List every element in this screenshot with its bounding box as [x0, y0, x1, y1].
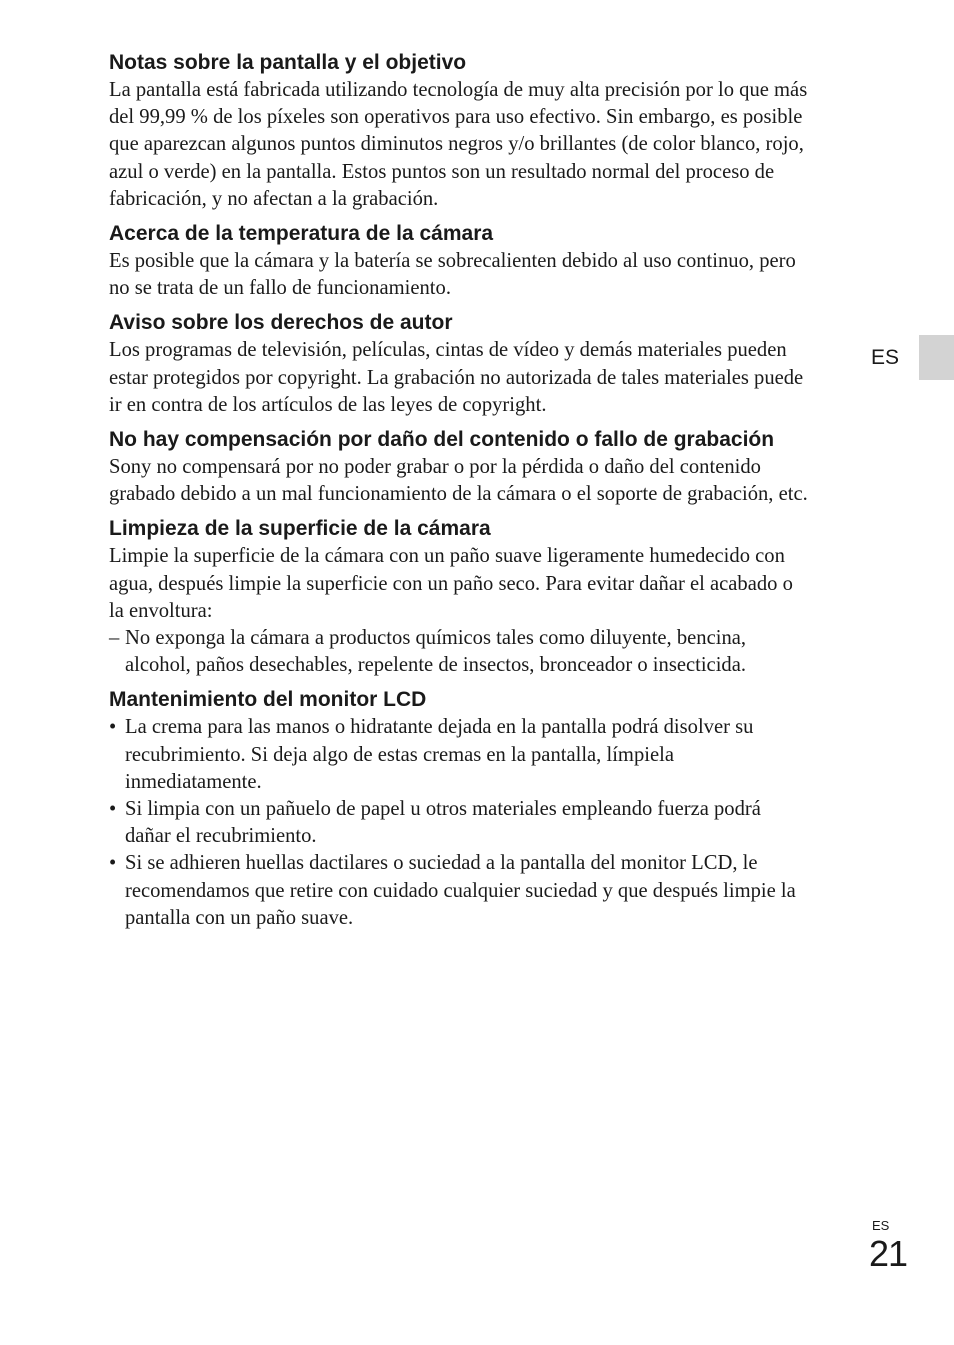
text-line: pantalla con un paño suave.	[125, 906, 354, 929]
section-paragraph	[109, 454, 867, 508]
section-heading: Limpieza de la superficie de la cámara	[109, 517, 491, 541]
section-heading: Mantenimiento del monitor LCD	[109, 688, 427, 712]
text-line: fabricación, y no afectan a la grabación.	[109, 187, 439, 210]
dash-marker: –	[109, 627, 120, 650]
page-language-code: ES	[872, 1218, 890, 1233]
dash-list-item	[109, 625, 867, 679]
text-line: inmediatamente.	[125, 770, 262, 793]
page-content	[109, 49, 867, 932]
section-copyright-notice	[109, 309, 867, 419]
text-line: no se trata de un fallo de funcionamiento.	[109, 277, 451, 300]
text-line: recubrimiento. Si deja algo de estas cremas en la pantalla, límpiela	[125, 743, 674, 766]
text-line: ir en contra de los artículos de las leyes de copyright.	[109, 393, 547, 416]
bullet-marker: •	[109, 798, 117, 821]
text-line: que aparezcan algunos puntos diminutos negros y/o brillantes (de color blanco, rojo,	[109, 133, 804, 156]
section-notes-screen-lens	[109, 49, 867, 213]
text-line: No exponga la cámara a productos químicos tales como diluyente, bencina,	[125, 627, 747, 650]
bullet-list-item	[109, 850, 867, 932]
text-line: La crema para las manos o hidratante dejada en la pantalla podrá disolver su	[125, 716, 754, 739]
text-line: Sony no compensará por no poder grabar o por la pérdida o daño del contenido	[109, 456, 761, 479]
text-line: azul o verde) en la pantalla. Estos puntos son un resultado normal del proceso de	[109, 160, 775, 183]
section-paragraph	[109, 337, 867, 419]
section-heading: Acerca de la temperatura de la cámara	[109, 222, 494, 246]
page-number: 21	[869, 1233, 908, 1274]
section-heading: No hay compensación por daño del contenido o fallo de grabación	[109, 428, 775, 452]
bullet-marker: •	[109, 852, 117, 875]
text-line: del 99,99 % de los píxeles son operativos para uso efectivo. Sin embargo, es posible	[109, 106, 803, 129]
section-paragraph	[109, 77, 867, 213]
text-line: Si limpia con un pañuelo de papel u otros materiales empleando fuerza podrá	[125, 798, 761, 821]
text-line: grabado debido a un mal funcionamiento de la cámara o el soporte de grabación, etc.	[109, 483, 808, 506]
section-paragraph	[109, 543, 867, 625]
section-camera-temperature	[109, 220, 867, 302]
section-lcd-maintenance	[109, 686, 867, 932]
section-heading: Aviso sobre los derechos de autor	[109, 311, 453, 335]
text-line: Limpie la superficie de la cámara con un paño suave ligeramente humedecido con	[109, 545, 785, 568]
text-line: La pantalla está fabricada utilizando tecnología de muy alta precisión por lo que más	[109, 79, 808, 101]
text-line: la envoltura:	[109, 599, 213, 622]
bullet-list-item	[109, 796, 867, 850]
text-line: dañar el recubrimiento.	[125, 825, 317, 848]
section-heading: Notas sobre la pantalla y el objetivo	[109, 51, 467, 74]
text-line: alcohol, paños desechables, repelente de insectos, bronceador o insecticida.	[125, 654, 747, 677]
text-line: Es posible que la cámara y la batería se sobrecalienten debido al uso continuo, pero	[109, 250, 796, 273]
section-cleaning-surface	[109, 515, 867, 679]
bullet-list-item	[109, 714, 867, 796]
bullet-marker: •	[109, 716, 117, 739]
text-line: recomendamos que retire con cuidado cualquier suciedad y que después limpie la	[125, 879, 796, 902]
language-side-tab	[919, 335, 954, 380]
text-line: Si se adhieren huellas dactilares o suciedad a la pantalla del monitor LCD, le	[125, 852, 758, 875]
text-line: agua, después limpie la superficie con un paño seco. Para evitar dañar el acabado o	[109, 572, 793, 595]
section-no-compensation	[109, 426, 867, 508]
section-paragraph	[109, 248, 867, 302]
text-line: estar protegidos por copyright. La grabación no autorizada de tales materiales puede	[109, 366, 804, 389]
language-tab-label: ES	[871, 346, 900, 369]
text-line: Los programas de televisión, películas, cintas de vídeo y demás materiales pueden	[109, 339, 787, 362]
